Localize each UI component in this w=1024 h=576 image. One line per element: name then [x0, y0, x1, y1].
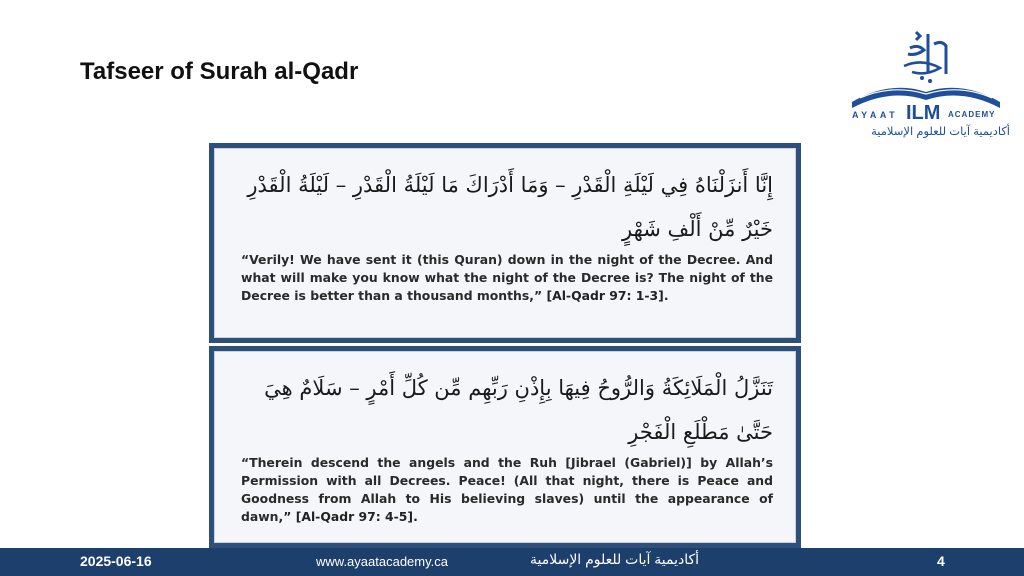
logo-word-academy: ACADEMY — [948, 110, 996, 119]
arabic-verse-line: حَتَّىٰ مَطْلَعِ الْفَجْرِ — [628, 420, 773, 444]
slide-title: Tafseer of Surah al-Qadr — [80, 58, 359, 85]
english-translation — [241, 454, 773, 526]
logo-arabic-name: أكاديمية آيات للعلوم الإسلامية — [871, 126, 1010, 138]
logo-word-ilm: ILM — [906, 102, 941, 124]
verse-reference: [Al-Qadr 97: 4-5]. — [295, 509, 418, 524]
arabic-verse-line: إِنَّا أَنزَلْنَاهُ فِي لَيْلَةِ الْقَدْرِ – وَمَا أَدْرَاكَ مَا لَيْلَةُ الْقَدْرِ – لَيْلَةُ الْقَدْرِ — [247, 173, 773, 197]
academy-logo — [842, 26, 1012, 144]
footer-bar — [0, 548, 1024, 576]
english-translation — [241, 251, 773, 305]
logo-word-ayaat: AYAAT — [852, 110, 899, 120]
footer-arabic-name: أكاديمية آيات للعلوم الإسلامية — [530, 551, 700, 567]
page-number: 4 — [937, 553, 945, 569]
footer-date: 2025-06-16 — [80, 553, 152, 569]
arabic-verse-line: خَيْرٌ مِّنْ أَلْفِ شَهْرٍ — [622, 217, 773, 241]
verse-panel-2-content — [214, 351, 796, 543]
verse-panel-2 — [209, 346, 801, 548]
verse-reference: [Al-Qadr 97: 1-3]. — [546, 288, 669, 303]
arabic-verse-line: تَنَزَّلُ الْمَلَائِكَةُ وَالرُّوحُ فِيهَا بِإِذْنِ رَبِّهِم مِّن كُلِّ أَمْرٍ – سَلَامٌ هِيَ — [264, 376, 773, 400]
verse-panel-1 — [209, 143, 801, 343]
translation-text: “Therein descend the angels and the Ruh [Jibrael (Gabriel)] by Allah’s Permission with all Decrees. Peace! (All that night, there is Peace and Goodness from Allah to His believing slaves) until the appearance of dawn,” — [241, 455, 773, 524]
translation-text: “Verily! We have sent it (this Quran) down in the night of the Decree. And what will make you know what the night of the Decree is? The night of the Decree is better than a thousand months,” — [241, 252, 773, 303]
verse-panel-1-content — [214, 148, 796, 338]
footer-website-link[interactable]: www.ayaatacademy.ca — [316, 554, 448, 569]
